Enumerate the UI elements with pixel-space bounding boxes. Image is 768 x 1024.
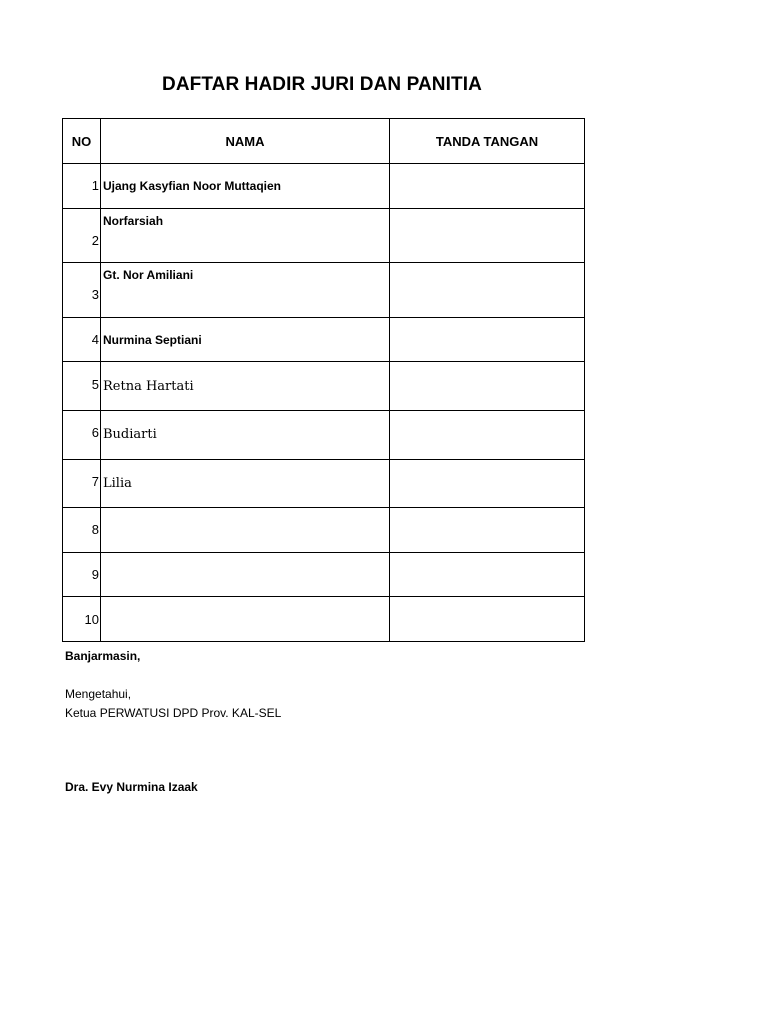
row-name: Gt. Nor Amiliani <box>101 263 390 318</box>
row-name: Ujang Kasyfian Noor Muttaqien <box>101 164 390 209</box>
row-name <box>101 508 390 553</box>
row-name: Retna Hartati <box>101 362 390 411</box>
signatory-name: Dra. Evy Nurmina Izaak <box>65 780 198 794</box>
row-number: 2 <box>63 208 101 263</box>
row-number: 5 <box>63 362 101 411</box>
row-name: Lilia <box>101 459 390 508</box>
row-number: 9 <box>63 552 101 597</box>
header-tanda-tangan: TANDA TANGAN <box>390 119 585 164</box>
row-signature-cell <box>390 459 585 508</box>
place-date-line: Banjarmasin, <box>65 649 141 663</box>
row-name: Budiarti <box>101 410 390 459</box>
table-header-row <box>63 119 585 164</box>
table-row <box>63 552 585 597</box>
row-number: 3 <box>63 263 101 318</box>
table-row <box>63 263 585 318</box>
row-number: 8 <box>63 508 101 553</box>
table-row <box>63 459 585 508</box>
table-row <box>63 317 585 362</box>
row-signature-cell <box>390 552 585 597</box>
row-signature-cell <box>390 362 585 411</box>
table-row <box>63 164 585 209</box>
attendance-table <box>62 118 585 642</box>
header-nama: NAMA <box>101 119 390 164</box>
table-row <box>63 362 585 411</box>
document-title: DAFTAR HADIR JURI DAN PANITIA <box>162 74 482 95</box>
row-signature-cell <box>390 208 585 263</box>
row-name: Nurmina Septiani <box>101 317 390 362</box>
row-name <box>101 552 390 597</box>
row-name: Norfarsiah <box>101 208 390 263</box>
row-signature-cell <box>390 597 585 642</box>
row-signature-cell <box>390 508 585 553</box>
acknowledged-label: Mengetahui, <box>65 687 132 701</box>
table-row <box>63 208 585 263</box>
table-row <box>63 410 585 459</box>
header-no: NO <box>63 119 101 164</box>
table-row <box>63 508 585 553</box>
row-signature-cell <box>390 164 585 209</box>
row-name <box>101 597 390 642</box>
row-signature-cell <box>390 410 585 459</box>
row-signature-cell <box>390 263 585 318</box>
row-signature-cell <box>390 317 585 362</box>
row-number: 4 <box>63 317 101 362</box>
row-number: 7 <box>63 459 101 508</box>
table-row <box>63 597 585 642</box>
row-number: 6 <box>63 410 101 459</box>
row-number: 10 <box>63 597 101 642</box>
row-number: 1 <box>63 164 101 209</box>
signatory-position: Ketua PERWATUSI DPD Prov. KAL-SEL <box>65 706 282 720</box>
